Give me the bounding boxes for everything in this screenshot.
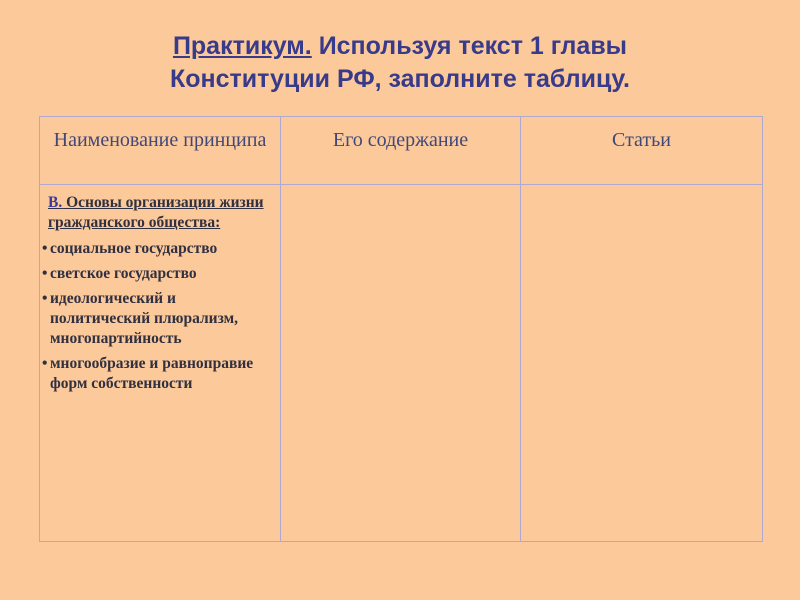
list-item-text: социальное государство — [50, 240, 218, 257]
table-row — [40, 185, 763, 542]
principle-cell — [40, 185, 281, 542]
bullet-icon: • — [42, 265, 48, 282]
header-principle-name: Наименование принципа — [40, 117, 281, 185]
header-articles: Статьи — [521, 117, 763, 185]
articles-cell — [521, 185, 763, 542]
title-line-1 — [0, 30, 800, 63]
page-title — [0, 30, 800, 96]
content-cell — [281, 185, 521, 542]
list-item-text: многообразие и равноправие форм собственности — [50, 355, 254, 392]
bullet-icon: • — [42, 355, 48, 372]
list-item — [42, 264, 274, 284]
bullet-icon: • — [42, 240, 48, 257]
title-rest: Используя текст 1 главы — [318, 32, 628, 60]
principles-table — [39, 116, 763, 542]
list-item — [42, 289, 274, 349]
section-letter: В. — [48, 194, 63, 211]
header-content: Его содержание — [281, 117, 521, 185]
table-header-row — [40, 117, 763, 185]
section-heading — [48, 193, 274, 233]
section-title: Основы организации жизни гражданского общества: — [48, 194, 264, 231]
bullet-icon: • — [42, 290, 48, 307]
list-item-text: идеологический и политический плюрализм, многопартийность — [50, 290, 239, 347]
principle-list — [42, 239, 274, 394]
title-underlined: Практикум. — [172, 32, 312, 60]
list-item-text: светское государство — [50, 265, 197, 282]
list-item — [42, 354, 274, 394]
title-line-2: Конституции РФ, заполните таблицу. — [170, 65, 630, 93]
list-item — [42, 239, 274, 259]
